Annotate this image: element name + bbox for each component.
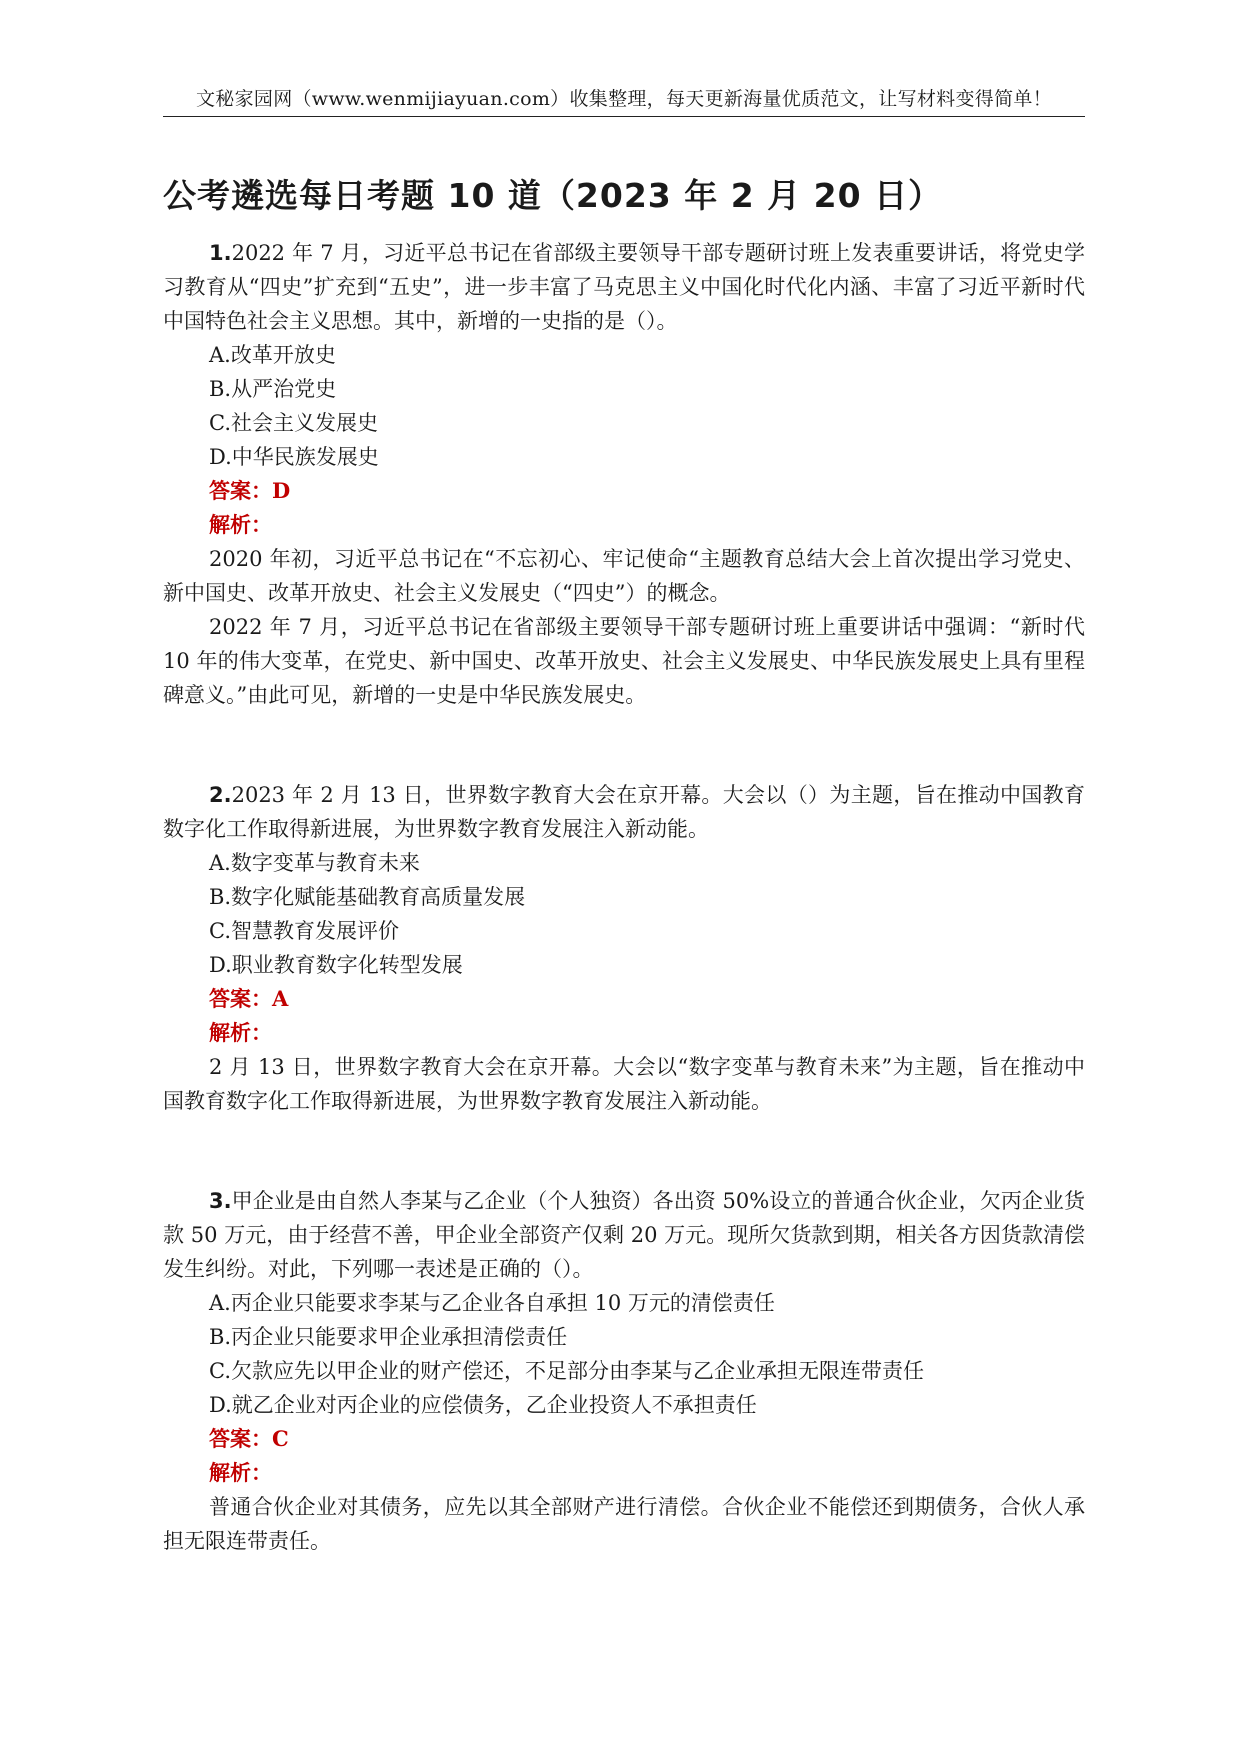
answer: 答案：D xyxy=(209,478,291,503)
option-b: B.从严治党史 xyxy=(209,377,337,401)
option-a: A.数字变革与教育未来 xyxy=(209,851,420,875)
option-c: C.社会主义发展史 xyxy=(209,411,378,435)
answer: 答案：A xyxy=(209,986,289,1011)
option-d: D.中华民族发展史 xyxy=(209,445,379,469)
question-number: 1. xyxy=(209,241,232,265)
analysis-label: 解析： xyxy=(209,1460,272,1485)
option-b: B.丙企业只能要求甲企业承担清偿责任 xyxy=(209,1325,568,1349)
question-number: 3. xyxy=(209,1189,232,1213)
analysis-paragraph: 2022 年 7 月，习近平总书记在省部级主要领导干部专题研讨班上重要讲话中强调：“新时代 10 年的伟大变革，在党史、新中国史、改革开放史、社会主义发展史、中华民族发展史上具有里程碑意义。”由此可见，新增的一史是中华民族发展史。 xyxy=(163,615,1085,707)
analysis-paragraph: 普通合伙企业对其债务，应先以其全部财产进行清偿。合伙企业不能偿还到期债务，合伙人承担无限连带责任。 xyxy=(163,1495,1085,1553)
analysis-label: 解析： xyxy=(209,1020,272,1045)
question-stem xyxy=(163,236,1085,338)
question-stem xyxy=(163,778,1085,846)
option-c: C.欠款应先以甲企业的财产偿还，不足部分由李某与乙企业承担无限连带责任 xyxy=(209,1359,924,1383)
option-d: D.就乙企业对丙企业的应偿债务，乙企业投资人不承担责任 xyxy=(209,1393,757,1417)
question-text: 2023 年 2 月 13 日，世界数字教育大会在京开幕。大会以（）为主题，旨在推动中国教育数字化工作取得新进展，为世界数字教育发展注入新动能。 xyxy=(163,783,1085,841)
question-stem xyxy=(163,1184,1085,1286)
option-a: A.改革开放史 xyxy=(209,343,336,367)
analysis-label: 解析： xyxy=(209,512,272,537)
analysis-paragraph: 2 月 13 日，世界数字教育大会在京开幕。大会以“数字变革与教育未来”为主题，旨在推动中国教育数字化工作取得新进展，为世界数字教育发展注入新动能。 xyxy=(163,1055,1085,1113)
page-header: 文秘家园网（www.wenmijiayuan.com）收集整理，每天更新海量优质范文，让写材料变得简单！ xyxy=(163,84,1085,117)
question-2 xyxy=(163,778,1085,1118)
question-text: 2022 年 7 月，习近平总书记在省部级主要领导干部专题研讨班上发表重要讲话，将党史学习教育从“四史”扩充到“五史”，进一步丰富了马克思主义中国化时代化内涵、丰富了习近平新时代中国特色社会主义思想。其中，新增的一史指的是（）。 xyxy=(163,241,1085,333)
option-b: B.数字化赋能基础教育高质量发展 xyxy=(209,885,526,909)
option-c: C.智慧教育发展评价 xyxy=(209,919,399,943)
question-text: 甲企业是由自然人李某与乙企业（个人独资）各出资 50%设立的普通合伙企业，欠丙企业货款 50 万元，由于经营不善，甲企业全部资产仅剩 20 万元。现所欠货款到期，相关各方因货款清偿发生纠纷。对此，下列哪一表述是正确的（）。 xyxy=(163,1189,1085,1281)
answer: 答案：C xyxy=(209,1426,289,1451)
option-d: D.职业教育数字化转型发展 xyxy=(209,953,463,977)
document-title: 公考遴选每日考题 10 道（2023 年 2 月 20 日） xyxy=(163,176,943,215)
analysis-paragraph: 2020 年初，习近平总书记在“不忘初心、牢记使命“主题教育总结大会上首次提出学习党史、新中国史、改革开放史、社会主义发展史（“四史”）的概念。 xyxy=(163,547,1085,605)
option-a: A.丙企业只能要求李某与乙企业各自承担 10 万元的清偿责任 xyxy=(209,1291,775,1315)
question-3 xyxy=(163,1184,1085,1558)
question-number: 2. xyxy=(209,783,232,807)
question-1 xyxy=(163,236,1085,712)
document-body xyxy=(163,236,1085,1558)
